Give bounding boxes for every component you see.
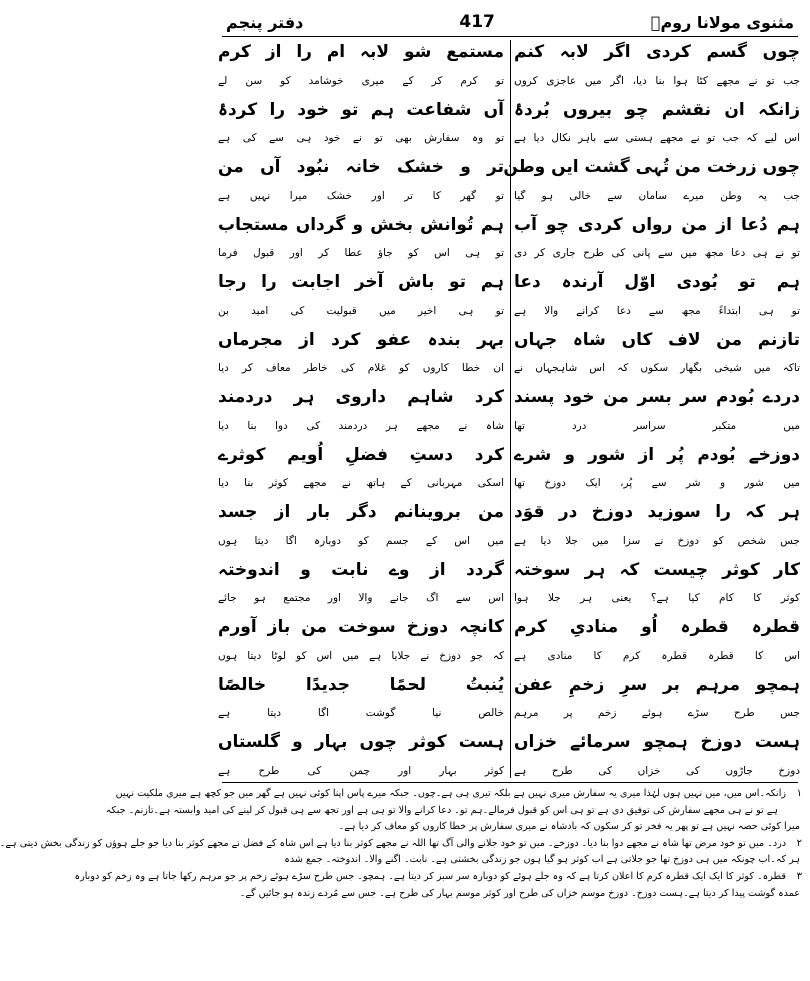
verse-translation: جس شخص کو دوزخ نے سزا میں جلا دیا ہے xyxy=(514,534,800,547)
verse-translation: میں اس کے جسم کو دوبارہ اگا دیتا ہوں xyxy=(218,534,504,547)
footnote-text: ہر کہ۔اب چونکہ میں ہی دوزخ تھا جو جلاتی ہے اب کوثر ہو گیا ہوں جو زندگی بخشتی ہے۔ نابت۔ اگنے والا۔ اندوختہ۔ جمع شدہ xyxy=(284,854,800,866)
verse-line: گردد از وے نابت و اندوختہ xyxy=(218,559,504,580)
verse-line: کانچہ دوزخ سوخت من باز آورم xyxy=(218,617,504,637)
verse-line: ہم تُوانش بخش و گرداں مستجاب xyxy=(218,214,504,235)
footnote-line xyxy=(74,869,802,886)
verse-line: زانکہ ان نقشم چو بیروں بُردۂ xyxy=(514,99,800,120)
footnote-text: زانکہ۔اس میں، میں نہیں ہوں لہٰذا میری یہ سفارش میری نہیں ہے بلکہ تیری ہی ہے۔چوں۔ جبکہ میرے پاس اپنا کوئی نہیں ہے گھر میں جو کچھ ہے میری ملکیت نہیں xyxy=(115,788,786,799)
header-rule xyxy=(222,36,798,37)
verse-line: ہست دوزخ ہمچو سرمائے خزاں xyxy=(514,732,800,752)
footnote-line xyxy=(105,803,800,820)
verse-line: ہر کہ را سوزید دوزخ در قوَد xyxy=(514,502,800,522)
footnote-rule xyxy=(222,782,798,783)
verse-translation: دوزخ جاڑوں کی خزاں کی طرح ہے xyxy=(514,764,800,777)
right-column xyxy=(503,42,800,778)
verse-translation: کوثر بہار اور چمن کی طرح ہے xyxy=(218,764,504,777)
verse-translation: تو کرم کر کے میری خوشامد کو سن لے xyxy=(218,74,504,87)
verse-translation: تاکہ میں شیخی بگھار سکوں کہ اس شاہجہاں نے xyxy=(514,362,800,375)
column-divider xyxy=(510,40,511,778)
verse-translation: کہ جو دوزخ نے جلایا ہے میں اس کو لوٹا دیتا ہوں xyxy=(218,649,504,662)
footnote-text: ہے تو نے ہی مجھے سفارش کی توفیق دی ہے تو ہی اس کو قبول فرمالے۔ہم تو۔ دعا کرانے والا تو ہی ہے اور تجھ سے ہی قبول کر لینے کی امید وابستہ ہے۔تازنم۔ جبکہ xyxy=(105,804,778,816)
page-header xyxy=(226,6,794,32)
verse-line: چوں گسم کردی اگر لابہ کنم xyxy=(514,42,800,62)
book-title: مثنوی مولانا رومؒ xyxy=(650,13,794,32)
verse-translation: تو ہی اس کو جاؤ عطا کر اور قبول فرما xyxy=(218,247,504,260)
footnote-text: عمدہ گوشت پیدا کر دیتا ہے۔ہست دوزخ۔ دوزخ موسم خزاں کی طرح اور کوثر موسم بہار کی طرح ہے۔ جس سے مُردے زندہ ہو جائیں گے۔ xyxy=(239,887,800,899)
verse-line: ہم دُعا از من رواں کردی چو آب xyxy=(514,214,800,235)
verse-translation: اس لیے کہ جب تو نے مجھے ہستی سے باہر نکال دیا ہے xyxy=(514,132,800,145)
footnote-line xyxy=(220,819,800,836)
verse-translation: ان خطا کاروں کو غلام کی خاطر معاف کر دیا xyxy=(218,362,504,375)
verse-translation: جس طرح سڑے ہوئے زخم پر مرہم xyxy=(514,707,800,720)
footnote-text: درد۔ میں تو خود مرض تھا شاہ نے مجھے دوا بنا دیا۔ دوزخے۔ میں تو خود جلانے والی آگ تھا اللہ نے مجھے کوثر بنا دیا ہے اس شاہ کے فضل نے مجھے کوثر بنا دیا جو جلے ہوؤں کو زندگی بخش دیتی ہے۔ xyxy=(0,837,786,849)
verse-line: تر و خشک خانہ نبُود آں من xyxy=(218,157,504,177)
footnote-text: میرا کوئی حصہ نہیں ہے تو پھر یہ فخر تو کر سکوں کہ بادشاہ نے میری سفارش پر خطا کاروں کو معاف کر دیا ہے۔ xyxy=(338,821,800,833)
verse-line: دوزخے بُودم پُر از شور و شرے xyxy=(514,444,800,465)
verse-line: من بروینانم دگر بار از جسد xyxy=(218,502,504,522)
verse-translation: تو وہ سفارش بھی تو نے خود ہی سے کی ہے xyxy=(218,132,504,145)
footnote-marker: ١ xyxy=(796,788,802,799)
verse-translation: تو نے ہی دعا مجھ میں سے پانی کی طرح جاری کر دی xyxy=(514,247,800,260)
verse-translation: اس سے اگ جانے والا اور مجتمع ہو جائے xyxy=(218,592,504,605)
verse-line: ہم تو باش آخر اجابت را رجا xyxy=(218,272,504,292)
verse-translation: تو گھر کا تر اور خشک میرا نہیں ہے xyxy=(218,189,504,202)
verse-translation: تو ہی اخیر میں قبولیت کی امید بن xyxy=(218,304,504,317)
verse-line: قطرہ قطرہ اُو منادیِ کرم xyxy=(514,617,800,637)
footnotes xyxy=(0,786,802,902)
verse-line: دردے بُودم سر بسر من خود پسند xyxy=(514,387,800,407)
verse-translation: تو ہی ابتداءً مجھ سے دعا کرانے والا ہے xyxy=(514,304,800,317)
verse-line: مستمع شو لابہ ام را از کرم xyxy=(218,42,504,62)
footnote-marker: ٣ xyxy=(796,870,802,882)
verse-line: کرد دستِ فضلِ اُویم کوثرے xyxy=(218,444,504,465)
volume-title: دفتر پنجم xyxy=(226,13,304,32)
verse-translation: اس کا قطرہ قطرہ کرم کا منادی ہے xyxy=(514,649,800,662)
footnote-text: قطرہ۔ کوثر کا ایک ایک قطرہ کرم کا اعلان کرتا ہے کہ وہ جلے ہوئے کو دوبارہ سر سبز کر دیتا ہے۔ ہمچو۔ جس طرح سڑے ہوئے زخم پر جو مرہم رکھا جاتا ہے وہ زخم کو دوبارہ xyxy=(74,870,786,882)
footnote-line xyxy=(220,852,800,869)
verse-translation: اسکی مہربانی کے ہاتھ نے مجھے کوثر بنا دیا xyxy=(218,477,504,490)
verse-line: ہمچو مرہم بر سرِ زخمِ عفن xyxy=(514,674,800,695)
verse-line: یُنبتُ لحمًا جدیدًا خالصًا xyxy=(218,674,504,695)
verse-line: تازنم من لاف کاں شاہ جہاں xyxy=(514,329,800,350)
verse-translation: کوثر کا کام کیا ہے؟ یعنی ہر جلا ہوا xyxy=(514,592,800,605)
footnote-line xyxy=(220,886,800,903)
verse-line: کرد شاہم داروی ہر دردمند xyxy=(218,387,504,407)
verse-line: چوں زرخت من تُہی گشت ایں وطن xyxy=(503,157,800,177)
verse-line: ہست کوثر چوں بہار و گلستاں xyxy=(218,732,504,752)
left-column xyxy=(218,42,504,778)
verse-line: کار کوثر چیست کہ ہر سوختہ xyxy=(514,559,800,580)
verse-line: ہم تو بُودی اوّل آرندہ دعا xyxy=(514,272,800,292)
verse-translation: شاہ نے مجھے ہر دردمند کی دوا بنا دیا xyxy=(218,419,504,432)
footnote-marker: ٢ xyxy=(796,837,802,849)
verse-translation: میں شور و شر سے پُر، ایک دوزخ تھا xyxy=(514,477,800,490)
verse-translation: میں متکبر سراسر درد تھا xyxy=(514,419,800,432)
verse-line: آں شفاعت ہم تو خود را کردۂ xyxy=(218,99,504,120)
page-number: 417 xyxy=(459,12,495,32)
verse-translation: خالص نیا گوشت اگا دیتا ہے xyxy=(218,707,504,720)
verse-line: بہر بندہ عفو کرد از مجرماں xyxy=(218,329,504,350)
footnote-line xyxy=(0,836,802,853)
footnote-line xyxy=(115,786,802,803)
verse-translation: جب تو نے مجھے کٹا ہوا بنا دیا، اگر میں عاجزی کروں xyxy=(514,74,800,87)
verse-translation: جب یہ وطن میرے سامان سے خالی ہو گیا xyxy=(514,189,800,202)
